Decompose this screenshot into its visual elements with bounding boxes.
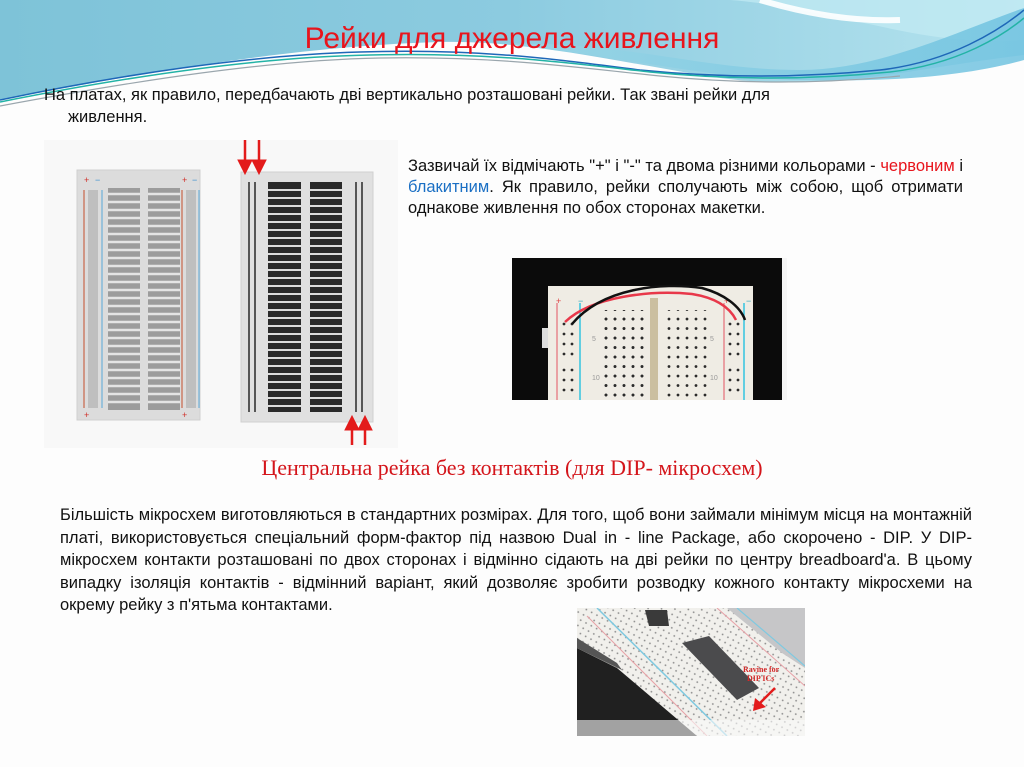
side-text-part1: Зазвичай їх відмічають "+" і "-" та двома різними кольорами - — [408, 157, 881, 175]
svg-text:−: − — [192, 175, 198, 185]
ravine-label-1: Ravine for — [743, 665, 780, 674]
svg-text:+: + — [182, 410, 188, 420]
rails-description — [408, 156, 963, 219]
intro-paragraph — [44, 84, 984, 128]
svg-text:+: + — [84, 410, 90, 420]
svg-text:+: + — [556, 296, 562, 306]
ravine-label-2: DIP ICs — [747, 674, 775, 683]
section-subtitle: Центральна рейка без контактів (для DIP- мікросхем) — [261, 455, 763, 480]
svg-text:−: − — [578, 296, 584, 306]
svg-text:5: 5 — [592, 336, 596, 343]
dip-description: Більшість мікросхем виготовляються в стандартних розмірах. Для того, щоб вони займали мінімум місця на монтажній платі, використовується спеціальний форм-фактор під назвою Dual in - line Package, або скорочено - DIP. У DIP- мікросхем контакти розташовані по двох сторонах і відмінно сідають на дві рейки по центру breadboard'a. В цьому випадку ізоляція контактів - відмінний варіант, який дозволяє зробити розводку кожного контакту мікросхеми на окрему рейку з п'ятьма контактами. — [60, 506, 972, 614]
intro-line-1: На платах, як правило, передбачають дві вертикально розташовані рейки. Так звані рейки для — [44, 86, 770, 104]
breadboard-rails-image — [44, 140, 398, 448]
svg-text:−: − — [746, 296, 752, 306]
side-text-part3: . Як правило, рейки сполучають між собою, щоб отримати однакове живлення по обох сторонах макетки. — [408, 178, 963, 217]
svg-text:+: + — [724, 296, 730, 306]
wired-breadboard-illustration — [512, 258, 787, 400]
blue-word: блакитним — [408, 178, 490, 196]
breadboard-illustration — [44, 140, 398, 448]
svg-text:+: + — [84, 175, 90, 185]
dip-ic-illustration — [577, 608, 805, 736]
wired-breadboard-image — [512, 258, 787, 400]
side-text-part2: і — [954, 157, 964, 175]
svg-text:10: 10 — [592, 375, 600, 382]
dip-ic-breadboard-image — [577, 608, 805, 736]
intro-line-2: живлення. — [68, 108, 148, 126]
slide-title: Рейки для джерела живлення — [304, 22, 720, 55]
svg-text:5: 5 — [710, 336, 714, 343]
svg-text:−: − — [95, 175, 101, 185]
svg-text:10: 10 — [710, 375, 718, 382]
red-word: червоним — [880, 157, 955, 175]
svg-text:+: + — [182, 175, 188, 185]
